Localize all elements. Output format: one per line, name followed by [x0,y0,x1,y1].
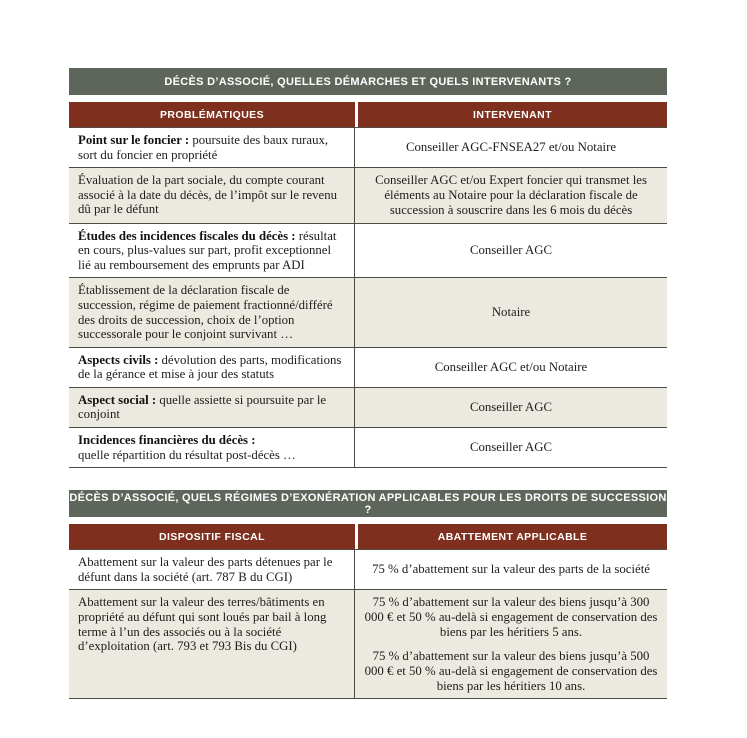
table-regimes-exoneration [69,490,667,699]
row-text: poursuite des baux ruraux, sort du foncier en propriété [78,133,329,162]
table-row [69,387,667,427]
table2-title-band: DÉCÈS D’ASSOCIÉ, QUELS RÉGIMES D’EXONÉRATION APPLICABLES POUR LES DROITS DE SUCCESSION ? [69,491,667,516]
table-row [69,589,667,698]
row-text: dévolution des parts, modifications de la gérance et mise à jour des statuts [78,352,342,382]
abattement-cell [355,590,667,698]
intervenant-cell: Conseiller AGC et/ou Expert foncier qui transmet les éléments au Notaire pour la déclaration fiscale de succession à souscrire dans les 6 mois du décès [375,173,647,217]
table2-column-headers [69,524,667,549]
abattement-cell: 75 % d’abattement sur la valeur des parts de la société [372,562,650,577]
intervenant-cell: Conseiller AGC-FNSEA27 et/ou Notaire [405,140,617,155]
table1-column-headers [69,102,667,127]
row-text: Établissement de la déclaration fiscale de succession, régime de paiement fractionné/différé des droits de succession, choix de l’option successorale pour le conjoint survivant … [78,283,333,342]
row-lead: Point sur le foncier : [78,133,190,147]
abattement-paragraph: 75 % d’abattement sur la valeur des biens jusqu’à 300 000 € et 50 % au-delà si engagement de conservation des biens par les héritiers 5 ans. [364,595,658,640]
table-row [69,347,667,387]
row-text: quelle répartition du résultat post-décès … [78,447,296,462]
table-row [69,427,667,467]
problematique-cell [69,428,355,467]
problematique-cell [69,278,355,346]
table1-col-header-intervenant: INTERVENANT [358,102,667,127]
problematique-cell [69,168,355,223]
intervenant-cell: Notaire [491,305,531,320]
table1-body [69,127,667,468]
table2-body [69,549,667,699]
dispositif-cell: Abattement sur la valeur des terres/bâtiments en propriété au défunt qui sont loués par bail à long terme à l’un des associés ou à la société d’exploitation (art. 793 et 793 Bis du CGI) [69,590,355,698]
table-row [69,223,667,278]
intervenant-cell: Conseiller AGC [469,243,553,258]
problematique-cell [69,128,355,167]
intervenant-cell: Conseiller AGC et/ou Notaire [434,359,588,374]
abattement-paragraph: 75 % d’abattement sur la valeur des biens jusqu’à 500 000 € et 50 % au-delà si engagement de conservation des biens par les héritiers 10 ans. [364,648,658,693]
problematique-cell [69,348,355,387]
row-lead: Aspect social : [78,392,157,407]
table2-col-header-abattement-applicable: ABATTEMENT APPLICABLE [358,524,667,549]
intervenant-cell: Conseiller AGC [469,440,553,455]
row-lead: Incidences financières du décès : [78,433,256,448]
table2-col-header-dispositif-fiscal: DISPOSITIF FISCAL [69,524,355,549]
dispositif-cell: Abattement sur la valeur des parts détenues par le défunt dans la société (art. 787 B du CGI) [69,550,355,589]
row-text: quelle assiette si poursuite par le conjoint [78,392,327,422]
document-page [69,68,667,699]
problematique-cell [69,224,355,278]
table-row [69,277,667,346]
row-lead: Aspects civils : [78,352,159,367]
table-row [69,128,667,167]
table-row [69,550,667,589]
table1-col-header-problematiques: PROBLÉMATIQUES [69,102,355,127]
row-text: résultat en cours, plus-values sur part, profit exceptionnel lié au remboursement des emprunts par ADI [78,228,337,272]
intervenant-cell: Conseiller AGC [469,400,553,415]
table1-title-band: DÉCÈS D’ASSOCIÉ, QUELLES DÉMARCHES ET QUELS INTERVENANTS ? [69,68,667,95]
table-demarches-intervenants [69,68,667,468]
row-lead: Études des incidences fiscales du décès : [78,228,296,243]
problematique-cell [69,388,355,427]
table-row [69,167,667,223]
row-text: Évaluation de la part sociale, du compte courant associé à la date du décès, de l’impôt sur le revenu dû par le défunt [78,173,338,217]
